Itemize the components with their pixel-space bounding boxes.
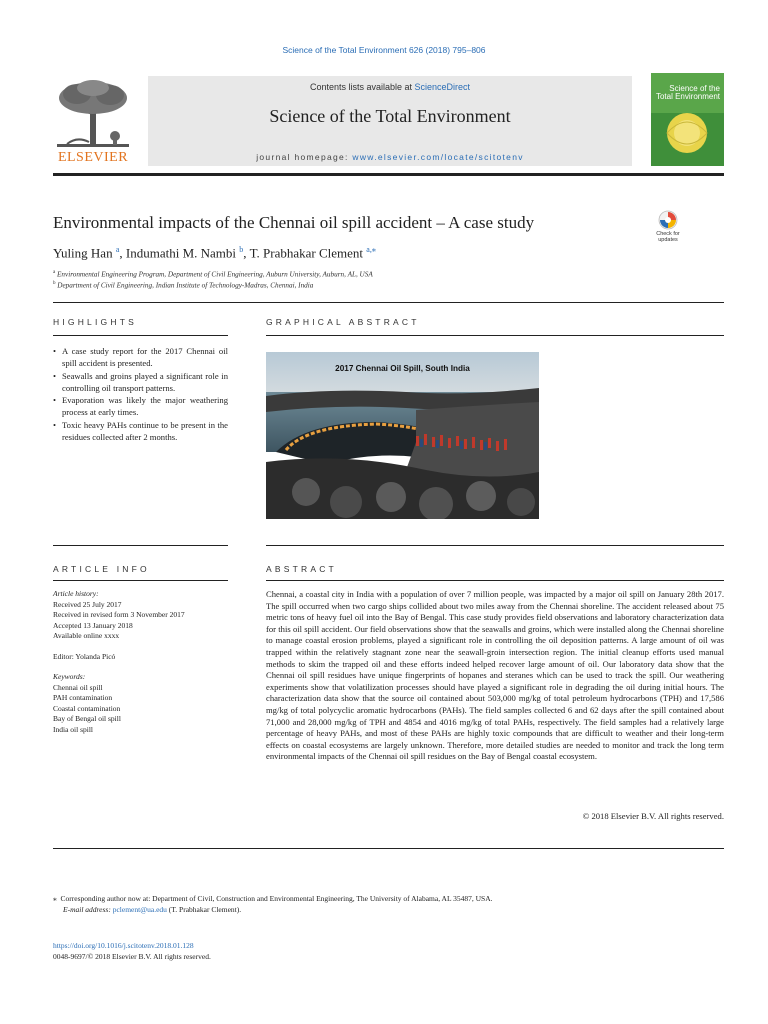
email-owner: (T. Prabhakar Clement). xyxy=(168,904,242,914)
cover-title-line2: Total Environment xyxy=(655,92,720,102)
history-item: Accepted 13 January 2018 xyxy=(53,620,133,630)
article-info-rule xyxy=(53,580,228,581)
keyword[interactable]: Coastal contamination xyxy=(53,703,121,713)
keyword[interactable]: Bay of Bengal oil spill xyxy=(53,714,121,723)
footnote xyxy=(53,894,724,915)
author-separator: , xyxy=(119,245,126,261)
check-for-updates-badge[interactable] xyxy=(650,210,686,246)
abstract-top-rule xyxy=(266,545,724,546)
abstract-rule xyxy=(266,580,724,581)
header-rule xyxy=(53,302,724,303)
corresponding-author-text: Corresponding author now at: Department of Civil, Construction and Environmental Engineering, The University of Alabama, AL 35487, USA. xyxy=(60,894,493,903)
journal-cover[interactable] xyxy=(651,73,724,166)
graphical-abstract-heading: GRAPHICAL ABSTRACT xyxy=(266,317,420,327)
issn-line: 0048-9697/© 2018 Elsevier B.V. All rights reserved. xyxy=(53,952,211,961)
affiliation-marker: b xyxy=(53,281,56,286)
author[interactable]: Yuling Han xyxy=(53,245,113,261)
author[interactable]: T. Prabhakar Clement xyxy=(249,245,364,261)
cover-title xyxy=(654,85,720,102)
article-info-heading: ARTICLE INFO xyxy=(53,564,150,574)
homepage-prefix: journal homepage: xyxy=(256,152,353,162)
abstract-heading: ABSTRACT xyxy=(266,564,337,574)
author-list xyxy=(53,245,673,261)
elsevier-logo xyxy=(53,80,133,166)
author-affiliation-marker[interactable]: a,⁎ xyxy=(366,245,376,254)
history-label: Article history: xyxy=(53,589,99,598)
keyword[interactable]: Chennai oil spill xyxy=(53,682,103,692)
history-item: Available online xxxx xyxy=(53,631,120,640)
author-affiliation-marker[interactable]: b xyxy=(239,245,244,254)
cover-title-line1: Science of the xyxy=(669,84,720,93)
corresponding-author-note xyxy=(53,894,724,905)
highlight-item: • A case study report for the 2017 Chennai oil spill accident is presented. xyxy=(62,345,228,370)
journal-title: Science of the Total Environment xyxy=(269,106,511,126)
affiliation xyxy=(53,281,673,289)
author[interactable]: Indumathi M. Nambi xyxy=(125,245,237,261)
contents-line xyxy=(148,82,632,92)
masthead-rule xyxy=(53,173,724,176)
email-link[interactable]: pclement@ua.edu xyxy=(112,904,167,914)
affiliation xyxy=(53,270,673,278)
article-info xyxy=(53,589,228,735)
graphical-abstract-image[interactable] xyxy=(266,352,539,519)
doi-link[interactable]: https://doi.org/10.1016/j.scitotenv.2018.01.128 xyxy=(53,941,194,950)
keyword[interactable]: India oil spill xyxy=(53,724,93,734)
sciencedirect-link[interactable]: ScienceDirect xyxy=(414,82,471,92)
journal-homepage xyxy=(148,152,632,162)
history-item: Received in revised form 3 November 2017 xyxy=(53,610,185,619)
editor: Editor: Yolanda Picó xyxy=(53,651,116,661)
publisher-name: ELSEVIER xyxy=(57,150,129,165)
keywords-label: Keywords: xyxy=(53,672,86,681)
article-title: Environmental impacts of the Chennai oil spill accident – A case study xyxy=(53,213,535,232)
graphical-abstract-caption: 2017 Chennai Oil Spill, South India xyxy=(335,364,470,373)
history-item: Received 25 July 2017 xyxy=(53,599,122,609)
spacer xyxy=(53,642,228,652)
author-affiliation-marker[interactable]: a xyxy=(115,245,120,254)
affiliation-marker: a xyxy=(53,270,56,275)
highlight-item: • Seawalls and groins played a significant role in controlling oil transport patterns. xyxy=(62,370,228,395)
highlights-list xyxy=(53,345,228,443)
footnote-marker: ⁎ xyxy=(53,894,57,903)
highlight-item: • Evaporation was likely the major weathering process at early times. xyxy=(62,394,228,419)
contents-prefix: Contents lists available at xyxy=(309,82,415,92)
homepage-link[interactable]: www.elsevier.com/locate/scitotenv xyxy=(352,152,524,162)
check-updates-icon xyxy=(650,210,686,232)
affiliation-text: Department of Civil Engineering, Indian Institute of Technology-Madras, Chennai, India xyxy=(57,281,314,290)
doi-block xyxy=(53,940,211,962)
check-updates-label: Check for updates xyxy=(656,231,680,244)
oil-spill-photo-icon xyxy=(266,352,539,519)
email-label: E-mail address: xyxy=(63,904,111,914)
abstract-copyright: © 2018 Elsevier B.V. All rights reserved. xyxy=(582,811,724,821)
tree-logo-icon xyxy=(53,80,133,150)
author-separator: , xyxy=(243,245,250,261)
graphical-abstract-rule xyxy=(266,335,724,336)
article-info-top-rule xyxy=(53,545,228,546)
spacer xyxy=(53,662,228,672)
highlights-rule xyxy=(53,335,228,336)
footer-rule xyxy=(53,848,724,849)
keyword[interactable]: PAH contamination xyxy=(53,693,113,702)
journal-citation[interactable]: Science of the Total Environment 626 (2018) 795–806 xyxy=(282,45,486,55)
abstract-text: Chennai, a coastal city in India with a population of over 7 million people, was impacted by a major oil spill on January 28th 2017. The spill occurred when two cargo ships collided about two miles away from the Chennai shoreline. The accident released about 75 metric tons of heavy fuel oil into the Bay of Bengal. This case study provides field observations and laboratory characterization data for this oil spill accident. Our field observations show that the seawalls and groins, which were installed along the Chennai shoreline to manage coastal erosion problems, played a significant role in controlling the oil deposition patterns. A large amount of oil was trapped within the relatively stagnant zone near the seawall-groin intersection region. The initial cleanup efforts used manual methods to skim the trapped oil and these efforts indeed helped recover large amount of oil. Our laboratory data show that the Chennai oil spill residues have unique fingerprints of hopanes and steranes which can be used to track the spill. Our weathering experiments show that volatilization processes should have played a significant role in degrading the oil during initial hours. The characterization data show that the source oil contained about 503,000 mg/kg of total petroleum hydrocarbons (TPH) and 17,586 mg/kg of total polycyclic aromatic hydrocarbons (PAHs). The field samples collected 6 and 62 days after the spill contained about 71,000 and 28,000 mg/kg of TPH and 4854 and 4016 mg/kg of total PAHs, respectively. The field samples had a relatively large percentage of heavy PAHs, and most of these PAHs are highly toxic compounds that are difficult to weather and their long-term effects on coastal ecosystems are largely unknown. Therefore, more detailed studies are needed to monitor and track the long term environmental impacts of the Chennai oil spill residues on the Bay of Bengal coastal ecosystem. xyxy=(266,589,724,762)
highlight-item: • Toxic heavy PAHs continue to be present in the residues collected after 2 months. xyxy=(62,419,228,444)
journal-masthead xyxy=(148,76,632,166)
highlights-heading: HIGHLIGHTS xyxy=(53,317,137,327)
email-line xyxy=(53,905,724,916)
affiliation-text: Environmental Engineering Program, Department of Civil Engineering, Auburn University, Auburn, AL, USA xyxy=(57,270,373,279)
